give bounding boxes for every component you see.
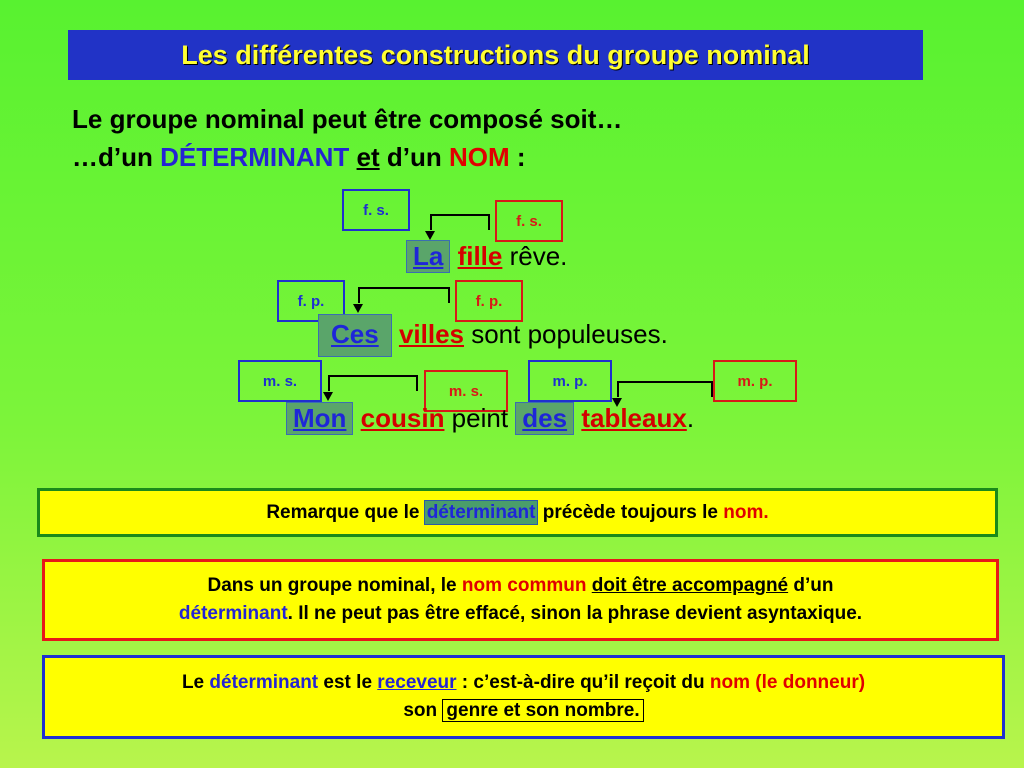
remark-part: Remarque que le	[266, 501, 425, 523]
example-end: .	[686, 403, 695, 433]
rule-determinant: déterminant	[178, 603, 288, 624]
gender-tag-noun: m. s.	[424, 370, 508, 412]
receveur-text	[182, 669, 865, 724]
example-noun: tableaux	[581, 403, 687, 433]
example-rest: rêve.	[502, 241, 568, 271]
intro-space	[349, 142, 356, 172]
rule-doit: doit être accompagné	[591, 575, 789, 597]
rule-nom-commun: nom commun	[461, 575, 587, 597]
example-rest: sont populeuses.	[464, 319, 668, 349]
rule-part: Dans un groupe nominal, le	[207, 575, 462, 597]
rule-part: d’un	[788, 575, 834, 597]
example-sentence-3	[286, 402, 694, 435]
intro-text: …d’un	[72, 142, 161, 172]
intro-determinant: DÉTERMINANT	[160, 142, 350, 172]
intro-et: et	[356, 142, 380, 172]
receveur-box	[42, 655, 1005, 739]
gender-tag-noun: m. p.	[713, 360, 797, 402]
remark-box	[37, 488, 998, 537]
receveur-part: son	[403, 700, 443, 721]
example-noun: cousin	[360, 403, 445, 433]
intro-text: :	[509, 142, 526, 172]
agreement-arrow	[430, 214, 490, 230]
remark-part: précède toujours le	[537, 501, 724, 523]
example-determinant: La	[406, 240, 450, 273]
rule-text	[179, 572, 862, 627]
intro-text: d’un	[379, 142, 449, 172]
intro-line-2	[72, 142, 526, 173]
example-sentence-2	[318, 314, 668, 357]
gender-tag-det: m. s.	[238, 360, 322, 402]
receveur-part: : c’est-à-dire qu’il reçoit du	[456, 672, 710, 694]
agreement-arrow	[328, 375, 418, 391]
remark-determinant: déterminant	[426, 501, 536, 523]
receveur-genre: genre et son nombre.	[442, 699, 643, 722]
gender-tag-det: f. s.	[342, 189, 410, 231]
rule-box	[42, 559, 999, 641]
gender-tag-det: f. p.	[277, 280, 345, 322]
receveur-nom: nom (le donneur)	[709, 672, 866, 694]
example-determinant: Mon	[286, 402, 353, 435]
remark-nom: nom.	[723, 501, 769, 523]
example-noun: fille	[457, 241, 503, 271]
page-title-text: Les différentes constructions du groupe nominal	[181, 39, 810, 70]
remark-text	[266, 499, 768, 527]
gender-tag-noun: f. p.	[455, 280, 523, 322]
example-determinant: des	[515, 402, 574, 435]
example-noun: villes	[398, 319, 464, 349]
agreement-arrow	[358, 287, 450, 303]
gender-tag-noun: f. s.	[495, 200, 563, 242]
page-title	[68, 30, 923, 80]
example-determinant: Ces	[318, 314, 392, 357]
receveur-word: receveur	[377, 672, 457, 694]
example-sentence-1	[406, 240, 567, 273]
agreement-arrow	[617, 381, 713, 397]
gender-tag-det: m. p.	[528, 360, 612, 402]
example-middle: peint	[444, 403, 516, 433]
intro-line-1: Le groupe nominal peut être composé soit…	[72, 104, 623, 134]
receveur-part: est le	[318, 672, 378, 694]
intro-nom: NOM	[449, 142, 510, 172]
rule-part: . Il ne peut pas être effacé, sinon la phrase devient asyntaxique.	[287, 603, 863, 624]
receveur-determinant: déterminant	[209, 672, 319, 694]
receveur-part: Le	[181, 672, 210, 694]
